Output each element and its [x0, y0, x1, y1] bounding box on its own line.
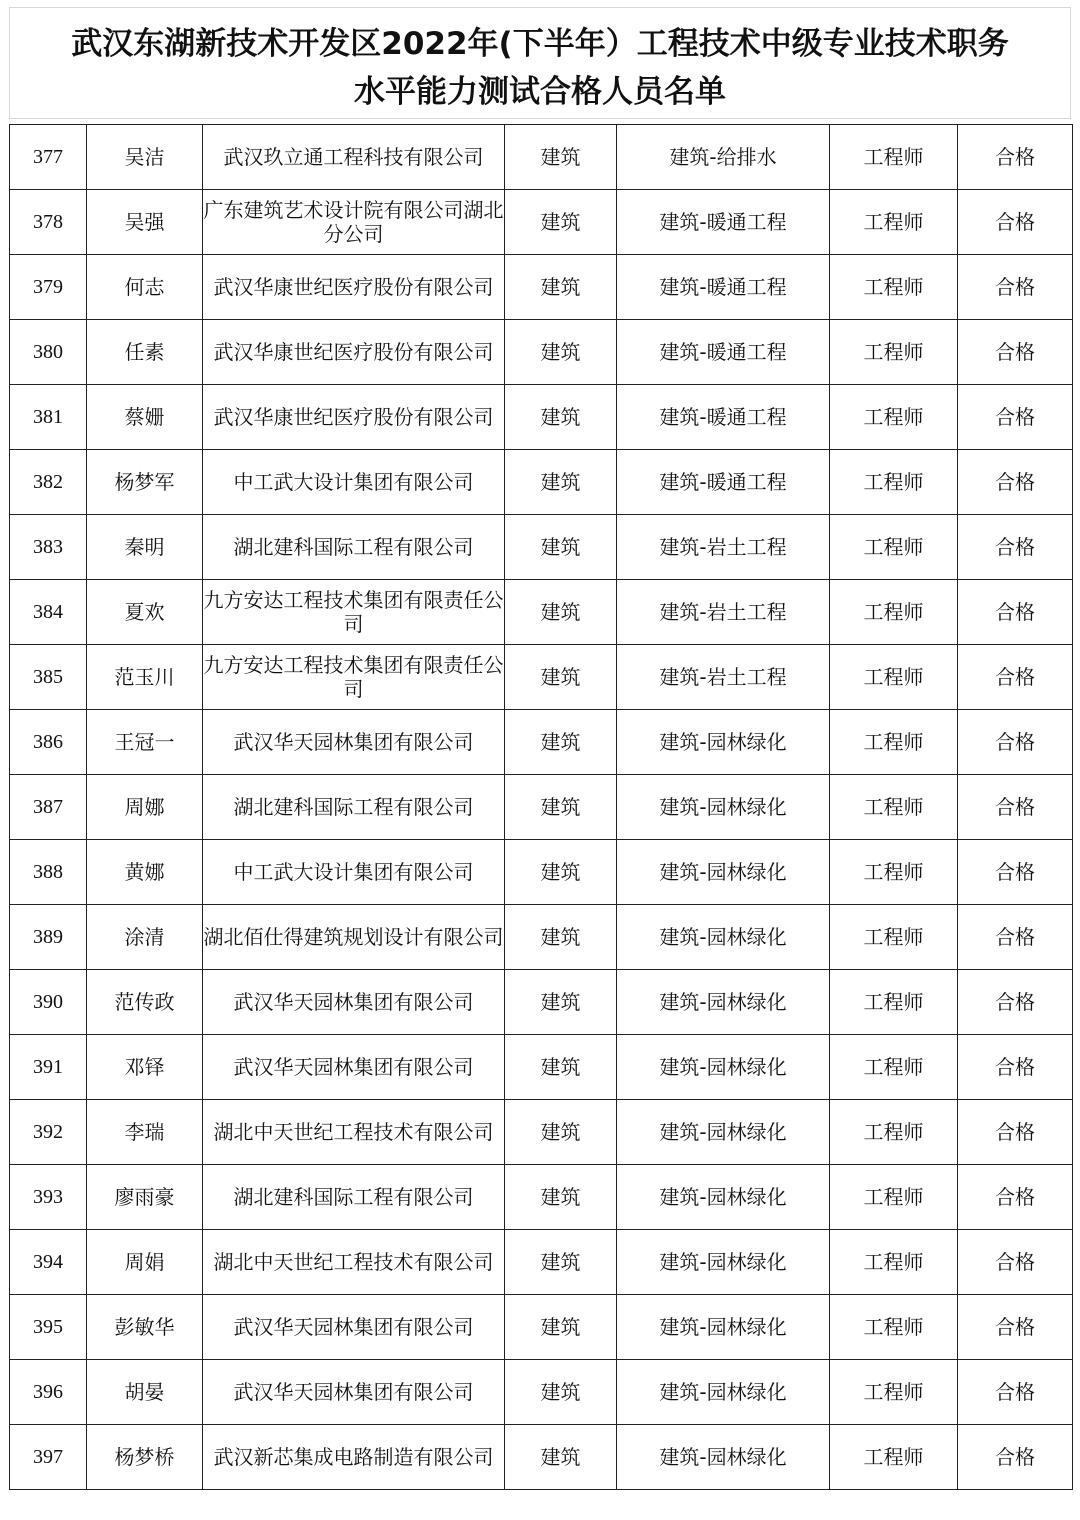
company-name: 武汉华康世纪医疗股份有限公司 — [203, 320, 505, 385]
specialty: 建筑-园林绿化 — [617, 775, 830, 840]
specialty: 建筑-园林绿化 — [617, 970, 830, 1035]
person-name: 涂清 — [87, 905, 203, 970]
row-number: 390 — [10, 970, 87, 1035]
specialty: 建筑-园林绿化 — [617, 1100, 830, 1165]
test-result: 合格 — [958, 1035, 1073, 1100]
table-row — [10, 1165, 1073, 1230]
specialty: 建筑-暖通工程 — [617, 190, 830, 255]
major-category: 建筑 — [505, 1230, 617, 1295]
table-row — [10, 255, 1073, 320]
row-number: 389 — [10, 905, 87, 970]
major-category: 建筑 — [505, 515, 617, 580]
title-level: 工程师 — [830, 1425, 958, 1490]
test-result: 合格 — [958, 905, 1073, 970]
test-result: 合格 — [958, 840, 1073, 905]
major-category: 建筑 — [505, 450, 617, 515]
test-result: 合格 — [958, 385, 1073, 450]
table-row — [10, 125, 1073, 190]
test-result: 合格 — [958, 320, 1073, 385]
person-name: 吴洁 — [87, 125, 203, 190]
company-name: 武汉玖立通工程科技有限公司 — [203, 125, 505, 190]
qualified-personnel-table — [9, 124, 1073, 1490]
test-result: 合格 — [958, 255, 1073, 320]
specialty: 建筑-岩土工程 — [617, 580, 830, 645]
person-name: 秦明 — [87, 515, 203, 580]
major-category: 建筑 — [505, 1425, 617, 1490]
table-row — [10, 515, 1073, 580]
major-category: 建筑 — [505, 320, 617, 385]
specialty: 建筑-园林绿化 — [617, 1165, 830, 1230]
major-category: 建筑 — [505, 905, 617, 970]
row-number: 397 — [10, 1425, 87, 1490]
title-level: 工程师 — [830, 1230, 958, 1295]
specialty: 建筑-园林绿化 — [617, 710, 830, 775]
person-name: 吴强 — [87, 190, 203, 255]
table-row — [10, 1360, 1073, 1425]
company-name: 九方安达工程技术集团有限责任公司 — [203, 645, 505, 710]
major-category: 建筑 — [505, 970, 617, 1035]
row-number: 382 — [10, 450, 87, 515]
specialty: 建筑-暖通工程 — [617, 385, 830, 450]
specialty: 建筑-岩土工程 — [617, 645, 830, 710]
test-result: 合格 — [958, 710, 1073, 775]
document-title — [9, 7, 1071, 119]
specialty: 建筑-给排水 — [617, 125, 830, 190]
major-category: 建筑 — [505, 1360, 617, 1425]
row-number: 392 — [10, 1100, 87, 1165]
specialty: 建筑-园林绿化 — [617, 1295, 830, 1360]
row-number: 387 — [10, 775, 87, 840]
title-level: 工程师 — [830, 190, 958, 255]
title-line-2: 水平能力测试合格人员名单 — [354, 74, 726, 110]
row-number: 395 — [10, 1295, 87, 1360]
title-level: 工程师 — [830, 710, 958, 775]
major-category: 建筑 — [505, 840, 617, 905]
table-row — [10, 970, 1073, 1035]
company-name: 九方安达工程技术集团有限责任公司 — [203, 580, 505, 645]
row-number: 391 — [10, 1035, 87, 1100]
table-row — [10, 1295, 1073, 1360]
person-name: 蔡姗 — [87, 385, 203, 450]
person-name: 胡晏 — [87, 1360, 203, 1425]
company-name: 湖北建科国际工程有限公司 — [203, 775, 505, 840]
specialty: 建筑-暖通工程 — [617, 320, 830, 385]
row-number: 394 — [10, 1230, 87, 1295]
title-level: 工程师 — [830, 840, 958, 905]
row-number: 388 — [10, 840, 87, 905]
person-name: 黄娜 — [87, 840, 203, 905]
company-name: 湖北中天世纪工程技术有限公司 — [203, 1100, 505, 1165]
specialty: 建筑-园林绿化 — [617, 905, 830, 970]
person-name: 范传政 — [87, 970, 203, 1035]
title-level: 工程师 — [830, 385, 958, 450]
title-line-1: 武汉东湖新技术开发区2022年(下半年）工程技术中级专业技术职务 — [71, 26, 1009, 62]
person-name: 周娜 — [87, 775, 203, 840]
company-name: 武汉华天园林集团有限公司 — [203, 1295, 505, 1360]
company-name: 武汉华康世纪医疗股份有限公司 — [203, 385, 505, 450]
test-result: 合格 — [958, 1165, 1073, 1230]
row-number: 393 — [10, 1165, 87, 1230]
title-level: 工程师 — [830, 1035, 958, 1100]
table-row — [10, 1230, 1073, 1295]
table-row — [10, 320, 1073, 385]
title-level: 工程师 — [830, 515, 958, 580]
person-name: 何志 — [87, 255, 203, 320]
specialty: 建筑-园林绿化 — [617, 1035, 830, 1100]
specialty: 建筑-园林绿化 — [617, 1230, 830, 1295]
test-result: 合格 — [958, 515, 1073, 580]
person-name: 夏欢 — [87, 580, 203, 645]
table-row — [10, 580, 1073, 645]
company-name: 湖北中天世纪工程技术有限公司 — [203, 1230, 505, 1295]
row-number: 380 — [10, 320, 87, 385]
row-number: 378 — [10, 190, 87, 255]
test-result: 合格 — [958, 1360, 1073, 1425]
row-number: 384 — [10, 580, 87, 645]
company-name: 武汉华天园林集团有限公司 — [203, 1360, 505, 1425]
company-name: 武汉华康世纪医疗股份有限公司 — [203, 255, 505, 320]
company-name: 中工武大设计集团有限公司 — [203, 450, 505, 515]
table-row — [10, 450, 1073, 515]
title-level: 工程师 — [830, 775, 958, 840]
table-row — [10, 190, 1073, 255]
test-result: 合格 — [958, 580, 1073, 645]
person-name: 李瑞 — [87, 1100, 203, 1165]
person-name: 彭敏华 — [87, 1295, 203, 1360]
title-level: 工程师 — [830, 905, 958, 970]
company-name: 武汉华天园林集团有限公司 — [203, 710, 505, 775]
specialty: 建筑-园林绿化 — [617, 1425, 830, 1490]
title-level: 工程师 — [830, 1360, 958, 1425]
row-number: 377 — [10, 125, 87, 190]
test-result: 合格 — [958, 775, 1073, 840]
title-level: 工程师 — [830, 1165, 958, 1230]
person-name: 范玉川 — [87, 645, 203, 710]
table-row — [10, 645, 1073, 710]
test-result: 合格 — [958, 1295, 1073, 1360]
major-category: 建筑 — [505, 1295, 617, 1360]
table-body — [10, 125, 1073, 1490]
test-result: 合格 — [958, 450, 1073, 515]
test-result: 合格 — [958, 970, 1073, 1035]
major-category: 建筑 — [505, 125, 617, 190]
table-row — [10, 710, 1073, 775]
test-result: 合格 — [958, 190, 1073, 255]
row-number: 383 — [10, 515, 87, 580]
major-category: 建筑 — [505, 255, 617, 320]
test-result: 合格 — [958, 1230, 1073, 1295]
row-number: 396 — [10, 1360, 87, 1425]
specialty: 建筑-园林绿化 — [617, 1360, 830, 1425]
row-number: 379 — [10, 255, 87, 320]
company-name: 武汉华天园林集团有限公司 — [203, 970, 505, 1035]
title-level: 工程师 — [830, 255, 958, 320]
table-row — [10, 385, 1073, 450]
major-category: 建筑 — [505, 775, 617, 840]
table-row — [10, 1425, 1073, 1490]
specialty: 建筑-岩土工程 — [617, 515, 830, 580]
company-name: 武汉新芯集成电路制造有限公司 — [203, 1425, 505, 1490]
company-name: 广东建筑艺术设计院有限公司湖北分公司 — [203, 190, 505, 255]
table-row — [10, 775, 1073, 840]
company-name: 湖北佰仕得建筑规划设计有限公司 — [203, 905, 505, 970]
row-number: 386 — [10, 710, 87, 775]
title-level: 工程师 — [830, 1100, 958, 1165]
person-name: 杨梦军 — [87, 450, 203, 515]
title-level: 工程师 — [830, 1295, 958, 1360]
test-result: 合格 — [958, 645, 1073, 710]
specialty: 建筑-暖通工程 — [617, 450, 830, 515]
title-level: 工程师 — [830, 645, 958, 710]
person-name: 王冠一 — [87, 710, 203, 775]
title-level: 工程师 — [830, 450, 958, 515]
major-category: 建筑 — [505, 580, 617, 645]
major-category: 建筑 — [505, 710, 617, 775]
test-result: 合格 — [958, 1100, 1073, 1165]
company-name: 中工武大设计集团有限公司 — [203, 840, 505, 905]
test-result: 合格 — [958, 1425, 1073, 1490]
major-category: 建筑 — [505, 1035, 617, 1100]
person-name: 杨梦桥 — [87, 1425, 203, 1490]
major-category: 建筑 — [505, 385, 617, 450]
title-level: 工程师 — [830, 970, 958, 1035]
specialty: 建筑-暖通工程 — [617, 255, 830, 320]
row-number: 385 — [10, 645, 87, 710]
company-name: 湖北建科国际工程有限公司 — [203, 1165, 505, 1230]
table-row — [10, 840, 1073, 905]
specialty: 建筑-园林绿化 — [617, 840, 830, 905]
title-level: 工程师 — [830, 580, 958, 645]
title-level: 工程师 — [830, 320, 958, 385]
person-name: 邓铎 — [87, 1035, 203, 1100]
company-name: 武汉华天园林集团有限公司 — [203, 1035, 505, 1100]
major-category: 建筑 — [505, 645, 617, 710]
table-row — [10, 1100, 1073, 1165]
major-category: 建筑 — [505, 1165, 617, 1230]
test-result: 合格 — [958, 125, 1073, 190]
person-name: 周娟 — [87, 1230, 203, 1295]
title-level: 工程师 — [830, 125, 958, 190]
person-name: 任素 — [87, 320, 203, 385]
company-name: 湖北建科国际工程有限公司 — [203, 515, 505, 580]
major-category: 建筑 — [505, 1100, 617, 1165]
major-category: 建筑 — [505, 190, 617, 255]
person-name: 廖雨豪 — [87, 1165, 203, 1230]
table-row — [10, 905, 1073, 970]
row-number: 381 — [10, 385, 87, 450]
table-row — [10, 1035, 1073, 1100]
